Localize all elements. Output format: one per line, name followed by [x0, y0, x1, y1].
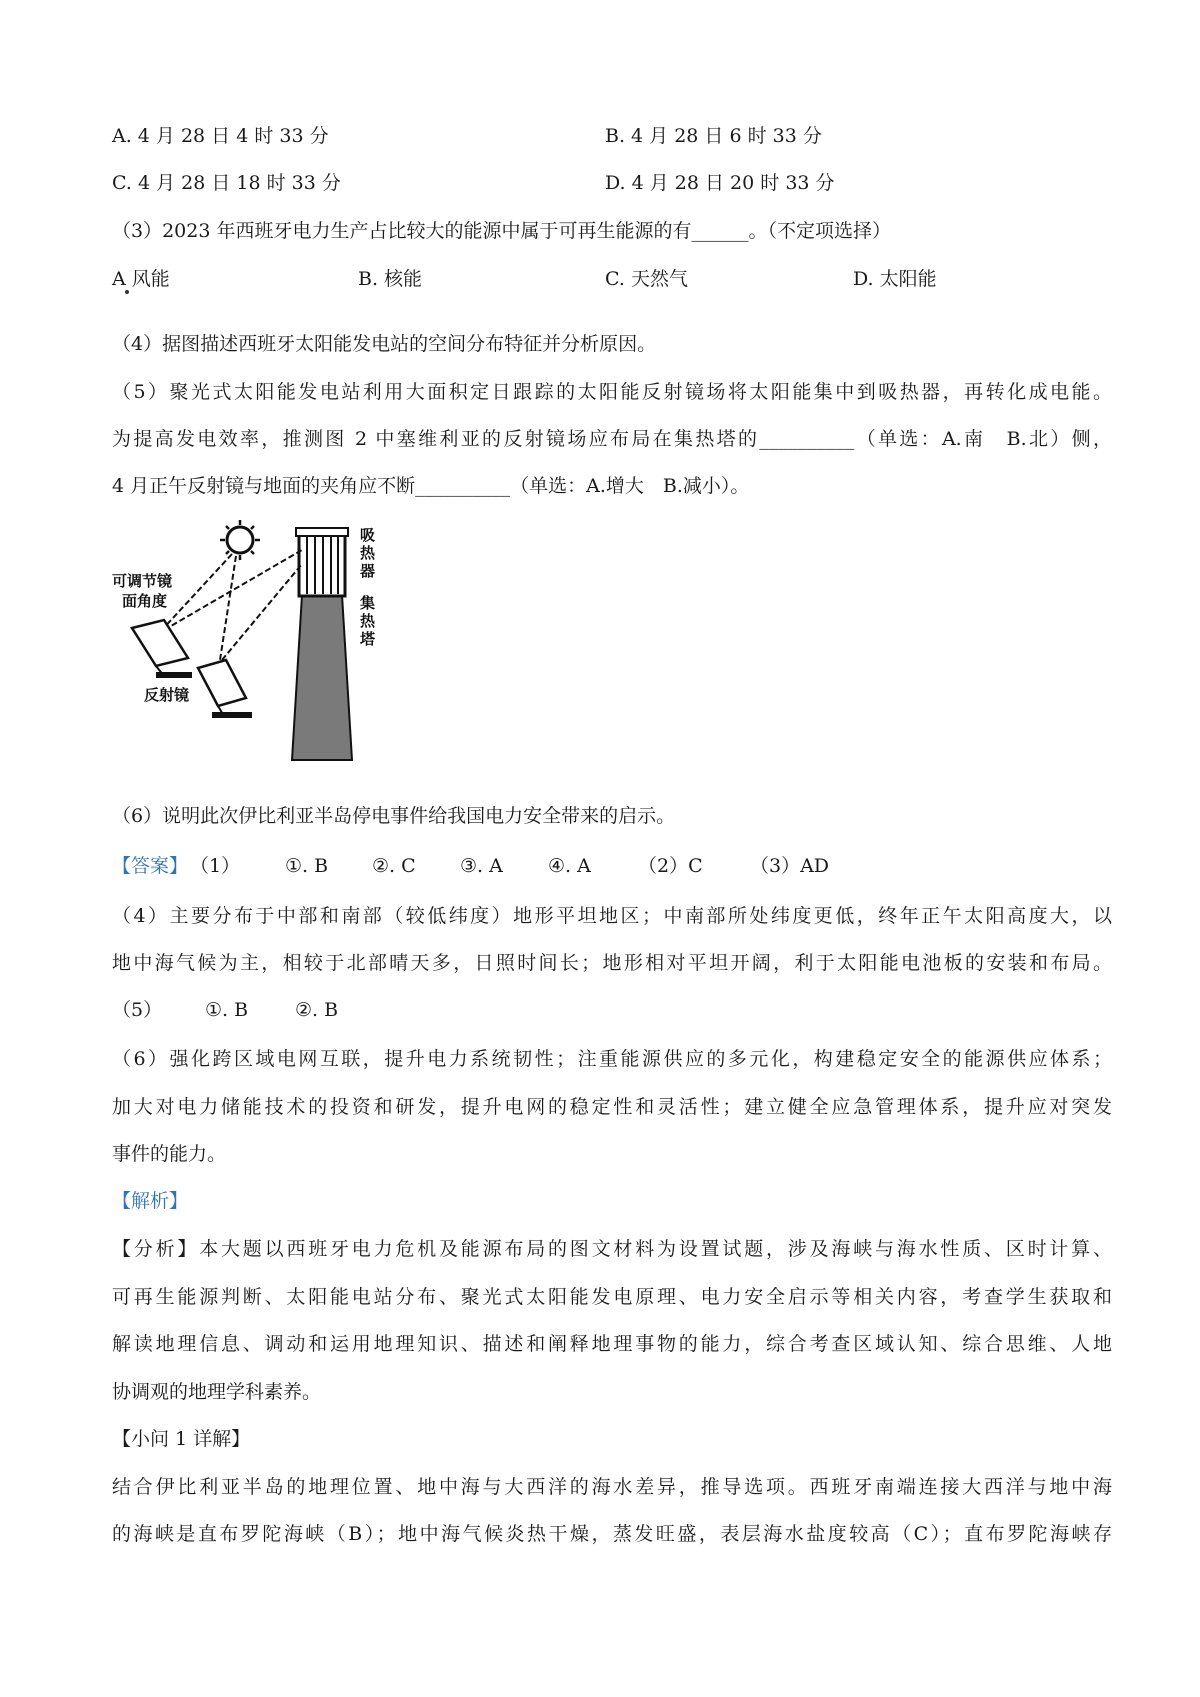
analysis-p1-line-1: 【分析】本大题以西班牙电力危机及能源布局的图文材料为设置试题，涉及海峡与海水性质、区时计算、 [112, 1238, 1112, 1260]
label-absorber-2: 热 [360, 544, 376, 562]
option-d-q3: D. 太阳能 [853, 268, 937, 290]
answer-1-3: ③. A [460, 855, 503, 877]
label-mirror: 反射镜 [144, 686, 190, 704]
option-b-q3: B. 核能 [358, 268, 423, 290]
option-c-q3: C. 天然气 [605, 268, 688, 290]
analysis-p2-line-2: 的海峡是直布罗陀海峡（B）；地中海气候炎热干燥，蒸发旺盛，表层海水盐度较高（C）；直布罗陀海峡存 [112, 1523, 1112, 1545]
option-a-q2: A. 4 月 28 日 4 时 33 分 [112, 125, 329, 147]
answer-tag: 【答案】 [112, 855, 189, 877]
option-b-q2: B. 4 月 28 日 6 时 33 分 [605, 125, 822, 147]
analysis-p1-line-4: 协调观的地理学科素养。 [112, 1381, 322, 1403]
label-absorber-3: 器 [360, 562, 376, 580]
answer-1-4: ④. A [548, 855, 591, 877]
answer-3: （3）AD [750, 855, 830, 877]
label-absorber-1: 吸 [360, 526, 376, 544]
label-adjustable-angle: 可调节镜 [112, 572, 173, 590]
label-tower-1: 集 [360, 594, 376, 612]
question-3-stem: （3）2023 年西班牙电力生产占比较大的能源中属于可再生能源的有______。（不定项选择） [112, 220, 891, 242]
label-tower-2: 热 [360, 612, 376, 630]
sub-question-1-title: 【小问 1 详解】 [112, 1428, 251, 1450]
answer-1-2: ②. C [372, 855, 416, 877]
label-adjustable-angle-2: 面角度 [122, 592, 168, 610]
answer-1-1: ①. B [285, 855, 329, 877]
answer-5-1: ①. B [205, 999, 249, 1021]
question-5-line-3: 4 月正午反射镜与地面的夹角应不断__________（单选：A.增大 B.减小）。 [112, 475, 750, 497]
analysis-p1-line-2: 可再生能源判断、太阳能电站分布、聚光式太阳能发电原理、电力安全启示等相关内容，考查学生获取和 [112, 1286, 1112, 1308]
answer-6-line-1: （6）强化跨区域电网互联，提升电力系统韧性；注重能源供应的多元化，构建稳定安全的能源供应体系； [112, 1048, 1112, 1070]
question-5-line-2: 为提高发电效率，推测图 2 中塞维利亚的反射镜场应布局在集热塔的__________（单选：A.南 B.北）侧， [112, 428, 1112, 450]
solar-tower-diagram [112, 520, 442, 780]
label-tower-3: 塔 [360, 630, 376, 648]
answer-6-line-3: 事件的能力。 [112, 1143, 227, 1165]
answer-4-line-1: （4）主要分布于中部和南部（较低纬度）地形平坦地区；中南部所处纬度更低，终年正午太阳高度大，以 [112, 905, 1112, 927]
option-a-q3: A 风能 [112, 268, 170, 290]
option-c-q2: C. 4 月 28 日 18 时 33 分 [112, 172, 341, 194]
question-6: （6）说明此次伊比利亚半岛停电事件给我国电力安全带来的启示。 [112, 805, 676, 827]
stray-dot [125, 290, 129, 294]
question-5-line-1: （5）聚光式太阳能发电站利用大面积定日跟踪的太阳能反射镜场将太阳能集中到吸热器，再转化成电能。 [112, 381, 1112, 403]
answer-2: （2）C [638, 855, 703, 877]
answer-6-line-2: 加大对电力储能技术的投资和研发，提升电网的稳定性和灵活性；建立健全应急管理体系，提升应对突发 [112, 1096, 1112, 1118]
light-beams [160, 550, 302, 660]
answer-4-line-2: 地中海气候为主，相较于北部晴天多，日照时间长；地形相对平坦开阔，利于太阳能电池板的安装和布局。 [112, 952, 1112, 974]
analysis-tag: 【解析】 [112, 1190, 189, 1212]
analysis-p1-line-3: 解读地理信息、调动和运用地理知识、描述和阐释地理事物的能力，综合考查区域认知、综合思维、人地 [112, 1333, 1112, 1355]
question-4: （4）据图描述西班牙太阳能发电站的空间分布特征并分析原因。 [112, 333, 657, 355]
answer-1-label: （1） [190, 855, 241, 877]
answer-5-label: （5） [112, 999, 163, 1021]
sun-icon [220, 520, 260, 560]
option-d-q2: D. 4 月 28 日 20 时 33 分 [605, 172, 835, 194]
reflector-mirror-1 [132, 620, 192, 678]
collector-tower [292, 528, 352, 760]
answer-5-2: ②. B [295, 999, 339, 1021]
analysis-p2-line-1: 结合伊比利亚半岛的地理位置、地中海与大西洋的海水差异，推导选项。西班牙南端连接大西洋与地中海 [112, 1476, 1112, 1498]
reflector-mirror-2 [198, 660, 252, 718]
